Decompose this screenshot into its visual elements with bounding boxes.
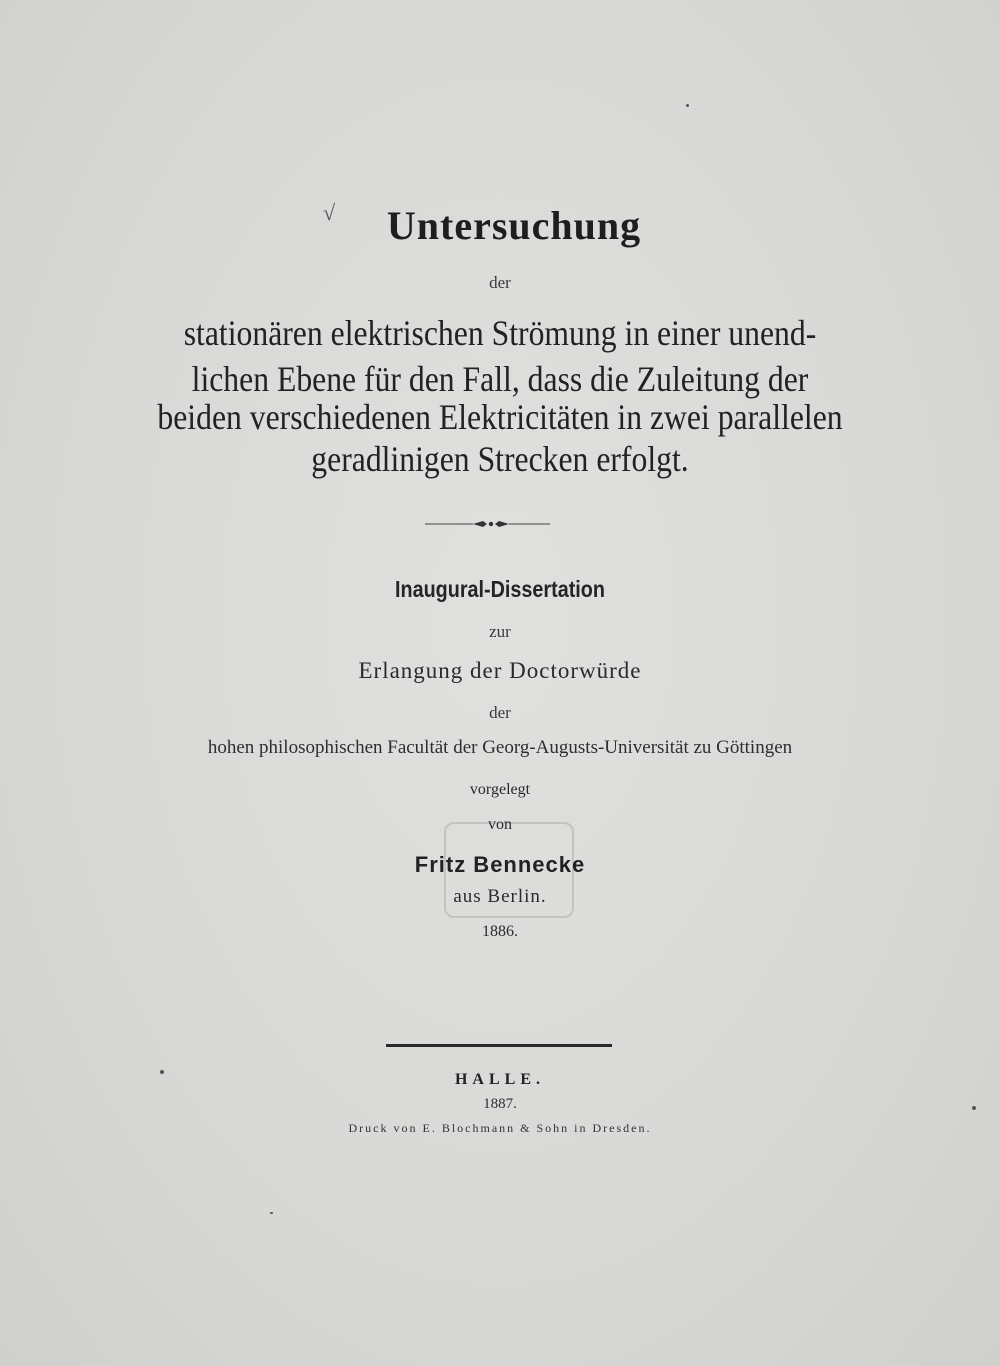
- dissertation-year: 1886.: [482, 923, 518, 940]
- main-title: Untersuchung: [386, 203, 642, 248]
- faculty-line: hohen philosophischen Facultät der Georg-Augusts-Universität zu Göttingen: [207, 737, 793, 758]
- subtitle-line-3: beiden verschiedenen Elektricitäten in zwei parallelen: [157, 397, 843, 437]
- von-label: von: [488, 816, 512, 833]
- imprint-rule: [386, 1044, 612, 1047]
- vorgelegt-label: vorgelegt: [469, 781, 531, 798]
- author-origin: aus Berlin.: [453, 886, 547, 907]
- dissertation-type: Inaugural-Dissertation: [395, 576, 605, 602]
- paper-speck: [686, 104, 689, 107]
- subtitle-line-4: geradlinigen Strecken erfolgt.: [311, 439, 689, 479]
- dissertation-purpose: Erlangung der Doctorwürde: [358, 658, 642, 683]
- imprint-city: HALLE.: [454, 1071, 545, 1088]
- subtitle-line-2: lichen Ebene für den Fall, dass die Zuleitung der: [191, 359, 809, 399]
- der-label: der: [489, 703, 511, 722]
- check-mark: √: [323, 200, 336, 225]
- ornament-divider: [425, 516, 550, 532]
- title-connector: der: [489, 273, 511, 292]
- zur-label: zur: [489, 622, 511, 641]
- paper-speck: [972, 1106, 976, 1110]
- paper-speck: [270, 1212, 273, 1214]
- paper-speck: [160, 1070, 164, 1074]
- author-name: Fritz Bennecke: [414, 852, 586, 877]
- imprint-printer: Druck von E. Blochmann & Sohn in Dresden.: [348, 1121, 652, 1135]
- imprint-year: 1887.: [483, 1096, 517, 1112]
- subtitle-line-1: stationären elektrischen Strömung in einer unend-: [183, 313, 817, 353]
